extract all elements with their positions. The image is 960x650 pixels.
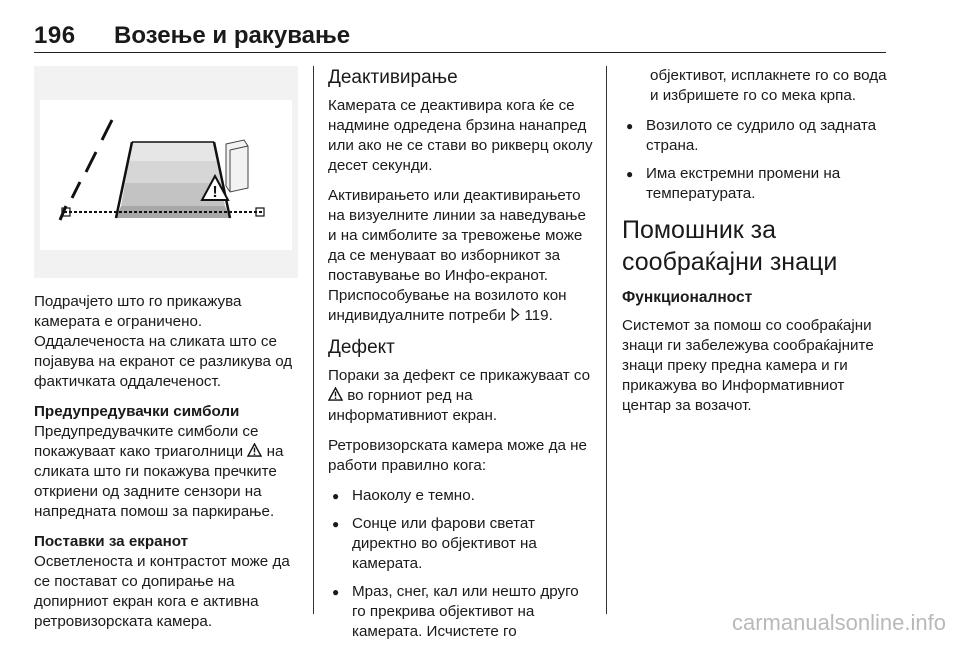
warning-triangle-icon	[328, 387, 343, 401]
column-divider-1	[313, 66, 314, 614]
column-divider-2	[606, 66, 607, 614]
display-settings-section	[34, 532, 302, 632]
intro-paragraph-2: Оддалеченоста на сликата што се појавува на екранот се разликува од фактичката оддалеченост.	[34, 333, 293, 390]
zone-far	[129, 142, 217, 161]
warning-symbols-text-b: на сликата што ги покажува пречките откриени од задните сензори на напредната помош за паркирање.	[34, 443, 284, 520]
page-header	[34, 20, 886, 53]
zone-mid-far	[125, 161, 221, 183]
display-settings-heading: Поставки за екранот	[34, 533, 189, 550]
functionality-text: Системот за помош со сообраќајни знаци ги забележува сообраќајните знаци преку предна камера и ги прикажува во Информативниот центар за возачот.	[622, 317, 874, 414]
svg-text:!: !	[212, 184, 218, 201]
column-3	[622, 66, 888, 426]
defect-conditions-list-continued	[622, 116, 888, 204]
page-reference-icon	[510, 308, 520, 321]
camera-display-illustration	[34, 66, 298, 278]
display-settings-text: Осветленоста и контрастот може да се поставaт со допирање на допирниот екран кога е активна ретровизорската камера.	[34, 553, 290, 630]
defect-conditions-list	[328, 486, 596, 642]
deactivation-paragraph-2-text: Активирањето или деактивирањето на визуелните линии за наведување и на симболите за тревожење може да се менуваат во изборникот за поставување во Инфо-екранот. Приспособување на возилото кон индивидуалните потреби	[328, 187, 586, 324]
defect-paragraph-1-text-a: Пораки за дефект се прикажуваат со	[328, 367, 591, 384]
list-item: ● Има екстремни промени на температурата.	[622, 164, 888, 204]
warning-triangle-icon	[247, 443, 262, 457]
column-1	[34, 292, 302, 642]
deactivation-heading: Деактивирање	[328, 67, 458, 88]
warning-symbols-text-a: Предупредувачките симболи се покажуваат како триаголници	[34, 423, 259, 460]
traffic-sign-assistant-heading: Помошник за сообраќајни знаци	[622, 216, 838, 276]
column-2	[328, 66, 596, 650]
defect-paragraph-1	[328, 366, 596, 426]
continued-bullet-text: објективот, исплакнете го со вода и избришете го со мека крпа.	[650, 67, 887, 104]
warning-symbols-heading: Предупредувачки симболи	[34, 403, 240, 420]
defect-paragraph-2: Ретровизорската камера може да не работи правилно кога:	[328, 437, 587, 474]
deactivation-paragraph-1: Камерата се деактивира кога ќе се надмине одредена брзина нанапред или ако не се стави во рикверц околу десет секунди.	[328, 97, 593, 174]
watermark: carmanualsonline.info	[731, 610, 946, 635]
page-number: 196	[34, 22, 76, 49]
functionality-heading: Функционалност	[622, 289, 753, 306]
list-item: ● Мраз, снег, кал или нешто друго го прекрива објективот на камерата. Исчистете го	[328, 582, 596, 642]
list-item: ● Возилото се судрило од задната страна.	[622, 116, 888, 156]
obstacle-box	[226, 140, 248, 192]
list-item: ● Наоколу е темно.	[328, 486, 596, 506]
list-item: ● Сонце или фарови светат директно во објективот на камерата.	[328, 514, 596, 574]
section-title: Возење и ракување	[114, 22, 351, 49]
defect-paragraph-1-text-b: во горниот ред на информативниот екран.	[328, 387, 498, 424]
rear-view-camera-diagram	[34, 66, 298, 278]
warning-symbols-section	[34, 402, 302, 522]
deactivation-paragraph-2	[328, 186, 596, 326]
zone-near	[116, 206, 230, 218]
page-reference-link[interactable]: 119.	[524, 307, 553, 324]
intro-paragraph-1: Подрачјето што го прикажува камерата е ограничено.	[34, 293, 242, 330]
defect-heading: Дефект	[328, 337, 395, 358]
